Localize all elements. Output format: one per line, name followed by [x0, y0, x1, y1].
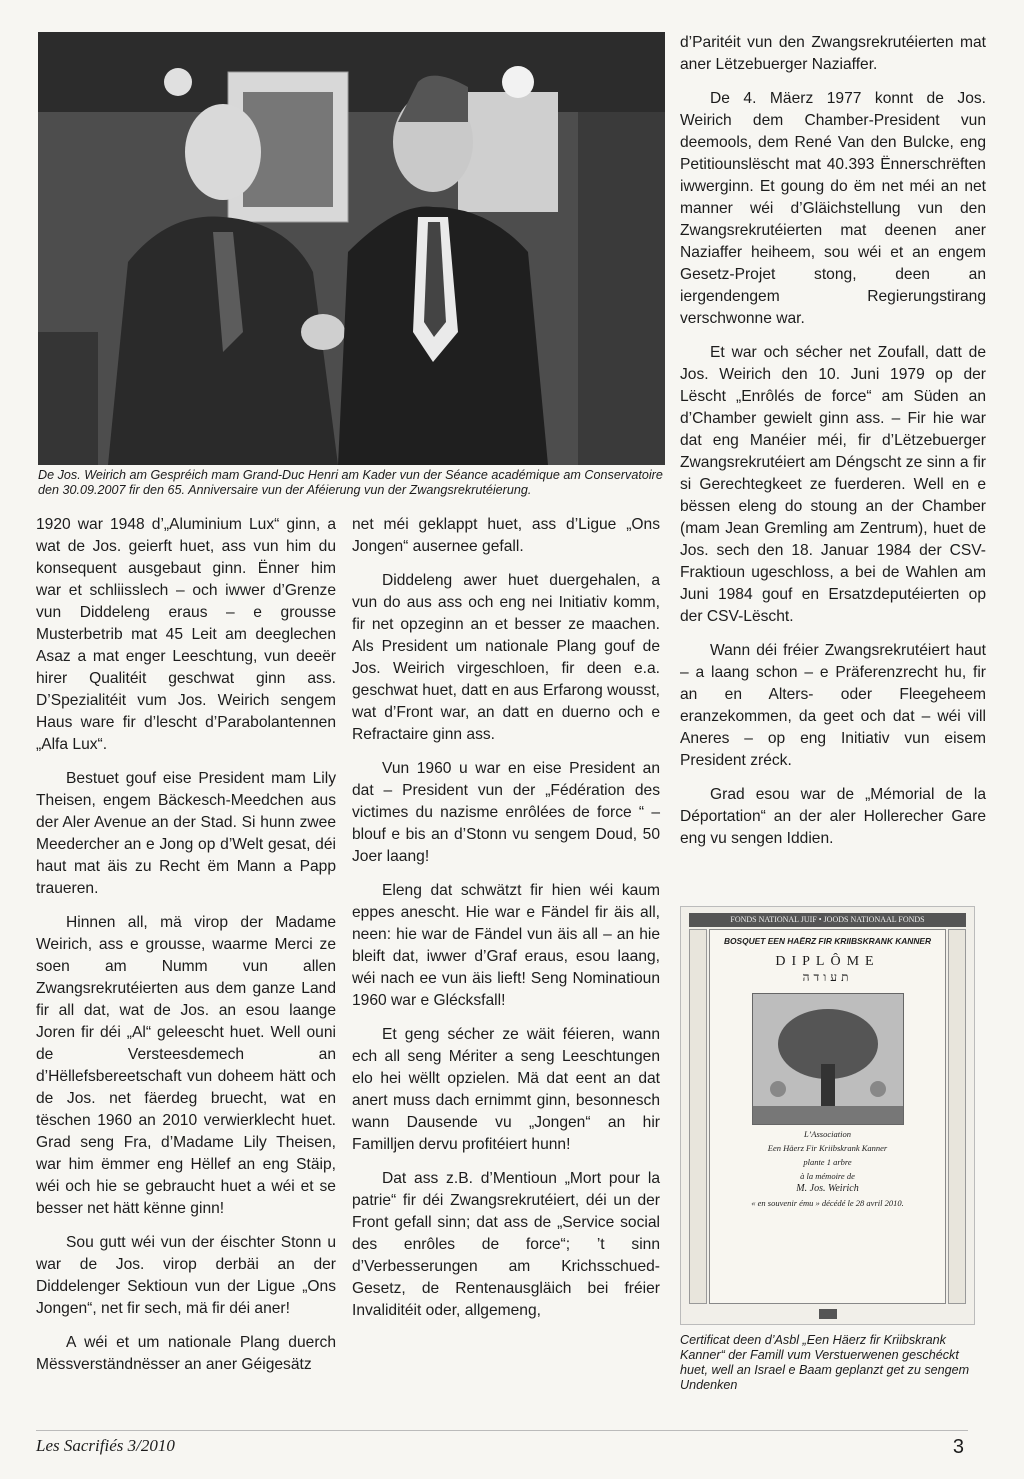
diploma-heading: BOSQUET EEN HAËRZ FIR KRIIBSKRANK KANNER	[723, 936, 932, 946]
diploma-souvenir: « en souvenir ému » décédé le 28 avril 2010.	[751, 1198, 904, 1208]
paragraph: d’Paritéit vun den Zwangsrekrutéierten mat aner Lëtzebuerger Naziaffer.	[680, 34, 986, 73]
diploma-inner	[709, 929, 946, 1304]
diploma-assoc-label: L’Association	[804, 1129, 851, 1139]
photo-grand-duc-weirich	[38, 32, 665, 465]
diploma-hebrew: תעודה	[802, 970, 853, 984]
footer-rule	[36, 1430, 968, 1431]
paragraph: Et geng sécher ze wäit féieren, wann ech all seng Mériter a seng Leeschtungen elo hei wëllt opzielen. Mä dat eent an dat anert muss dach ernimmt ginn, besonnesch wann Dausende vu „Jongen“ an hir Familljen dervu profitéiert hunn!	[352, 1026, 660, 1153]
publication-title: Les Sacrifiés 3/2010	[36, 1436, 175, 1455]
text-column-2	[352, 514, 660, 1334]
paragraph: 1920 war 1948 d’„Aluminium Lux“ ginn, a wat de Jos. geierft huet, ass vun him du konsequent ausgebaut ginn. Ënner him war et schliisslech – och iwwer d’Grenze vun Diddeleng eraus – e grousse Musterbetrib mat 45 Leit am deeglechen Asaz a mat enger Leeschtung, vun deeër hirer Qualitéit geschwat ginn ass. D’Spezialitéit vum Jos. Weirich sengem Haus ware fir d’lescht d’Parabolantennen „Alfa Lux“.	[36, 516, 336, 753]
diploma-name: M. Jos. Weirich	[796, 1183, 859, 1194]
tree-illustration	[752, 993, 904, 1125]
paragraph: Diddeleng awer huet duergehalen, a vun do aus ass och eng nei Initiativ komm, fir net opzeginn an et besser ze maachen. Als President um nationale Plang gouf de Jos. Weirich virgeschloen, fir deen e.a. geschwat huet, datt en aus Erfarong wousst, wat d’Front war, an datt en duerno och e Refractaire ginn ass.	[352, 572, 660, 743]
paragraph: Grad esou war de „Mémorial de la Déportation“ an der aler Hollerecher Gare eng vu sengen Iddien.	[680, 786, 986, 847]
paragraph: Et war och sécher net Zoufall, datt de Jos. Weirich den 10. Juni 1979 op der Lëscht „Enrôlés de force“ am Süden an d’Chamber gewielt ginn ass. – Fir hie war dat eng Manéier méi, fir d’Lëtzebuerger Zwangsrekrutéiert am Déngscht ze sinn a fir si Gerechtegkeet ze fuerderen. Well en e bëssen eleng do stoung an der Chamber (mam Jean Gremling am Zentrum), huet de Jos. sech den 18. Januar 1984 der CSV-Fraktioun ugeschloss, a bei de Wahlen am Juni 1984 gouf en Ersatzdeputéierten op der CSV-Lëscht.	[680, 344, 986, 625]
diploma-logo	[681, 1309, 974, 1321]
paragraph: Eleng dat schwätzt fir hien wéi kaum eppes anescht. Hie war e Fändel fir äis all, neen: hie war de Fändel vun äis all – an hie bleift dat, iwwer d’Graf eraus, esou laang, wéi nach ee vun äis lieft! Seng Nominatioun 1960 war e Glécksfall!	[352, 882, 660, 1009]
diploma-caption: Certificat deen d’Asbl „Een Häerz fir Kriibskrank Kanner“ der Famill vum Verstuerwenen geschéckt huet, well an Israel e Baam geplanzt get zu sengem Undenken	[680, 1333, 970, 1392]
paragraph: Hinnen all, mä virop der Madame Weirich, ass e grousse, waarme Merci ze soen am Numm vun allen Zwangsrekrutéierten aus dem ganze Land fir all dat, wat de Jos. an esou laange Joren fir déi „Al“ geleescht huet. Well ouni de Versteesdemech an d’Hëllefsbereetschaft vun doheem hätt och de Jos. net fäerdeg bruecht, wat en tëschen 1960 an 2010 verwierklecht huet. Grad seng Fra, d’Madame Lily Theisen, war him ëmmer eng Hëllef an eng Stäip, wéi och hie se gebraucht huet a wéi et se besser net hätt kënne ginn!	[36, 914, 336, 1217]
tree-icon	[753, 994, 903, 1124]
diploma-side-left	[689, 929, 707, 1304]
photo-illustration	[38, 32, 665, 465]
photo-caption: De Jos. Weirich am Gespréich mam Grand-Duc Henri am Kader vun der Séance académique am Conservatoire den 30.09.2007 fir den 65. Anniversaire vun der Aféierung vun der Zwangsrekrutéierung.	[38, 468, 663, 497]
paragraph: A wéi et um nationale Plang duerch Mëssverständnësser an aner Géigesätz	[36, 1334, 336, 1373]
diploma-band: FONDS NATIONAL JUIF • JOODS NATIONAAL FONDS	[689, 913, 966, 927]
diploma-title: DIPLÔME	[775, 954, 880, 969]
paragraph: Bestuet gouf eise President mam Lily Theisen, engem Bäckesch-Meedchen aus der Aler Avenue an der Stad. Si hunn zwee Meedercher an e Jong op d’Welt gesat, déi haut mat äis zu Recht ëm Mann a Papp traueren.	[36, 770, 336, 897]
diploma-plante: plante 1 arbre	[803, 1157, 852, 1167]
paragraph: Vun 1960 u war en eise President an dat – President vun der „Fédération des victimes du nazisme enrôlées de force “ – blouf e bis an d’Stonn vu sengem Doud, 50 Joer laang!	[352, 760, 660, 865]
page-number: 3	[952, 1436, 964, 1458]
text-column-3	[680, 32, 986, 862]
paragraph: Wann déi fréier Zwangsrekrutéiert haut – a laang schon – e Präferenzrecht hu, fir an en Alters- oder Fleegeheem eranzekommen, da geet och dat – wéi vill Aneres – op eng Initiativ vun eisem President zréck.	[680, 642, 986, 769]
paragraph: Dat ass z.B. d’Mentioun „Mort pour la patrie“ fir déi Zwangsrekrutéiert, déi un der Front gefall sinn; dat ass de „Service social des enrôles de force“; ’t sinn d’Verbesserungen am Krichsschued-Gesetz, de Rentenausgläich bei fréier Invaliditéit oder, allgemeng,	[352, 1170, 660, 1319]
paragraph: net méi geklappt huet, ass d’Ligue „Ons Jongen“ ausernee gefall.	[352, 516, 660, 555]
diploma-assoc-name: Een Häerz Fir Kriibskrank Kanner	[767, 1143, 888, 1153]
logo-icon	[819, 1309, 837, 1319]
diploma-side-right	[948, 929, 966, 1304]
text-column-1	[36, 514, 336, 1388]
paragraph: De 4. Mäerz 1977 konnt de Jos. Weirich dem Chamber-President vun deemools, dem René Van den Bulcke, eng Petitiounslëscht mat 40.393 Ënnerschrëften iwwerginn. Et goung do ëm net méi an net manner wéi d’Gläichstellung vun den Zwangsrekrutéierten mat deenen aner Naziaffer heiheem, sou wéi et an engem Gesetz-Projet stong, deen an iergendengem Regierungstirang verschwonne war.	[680, 90, 986, 327]
diploma-certificate-image	[680, 906, 975, 1325]
diploma-memoire: à la mémoire de	[800, 1171, 855, 1181]
paragraph: Sou gutt wéi vun der éischter Stonn u war de Jos. virop derbäi an der Diddelenger Sektioun vun der Ligue „Ons Jongen“, net fir sech, mä fir déi aner!	[36, 1234, 336, 1317]
